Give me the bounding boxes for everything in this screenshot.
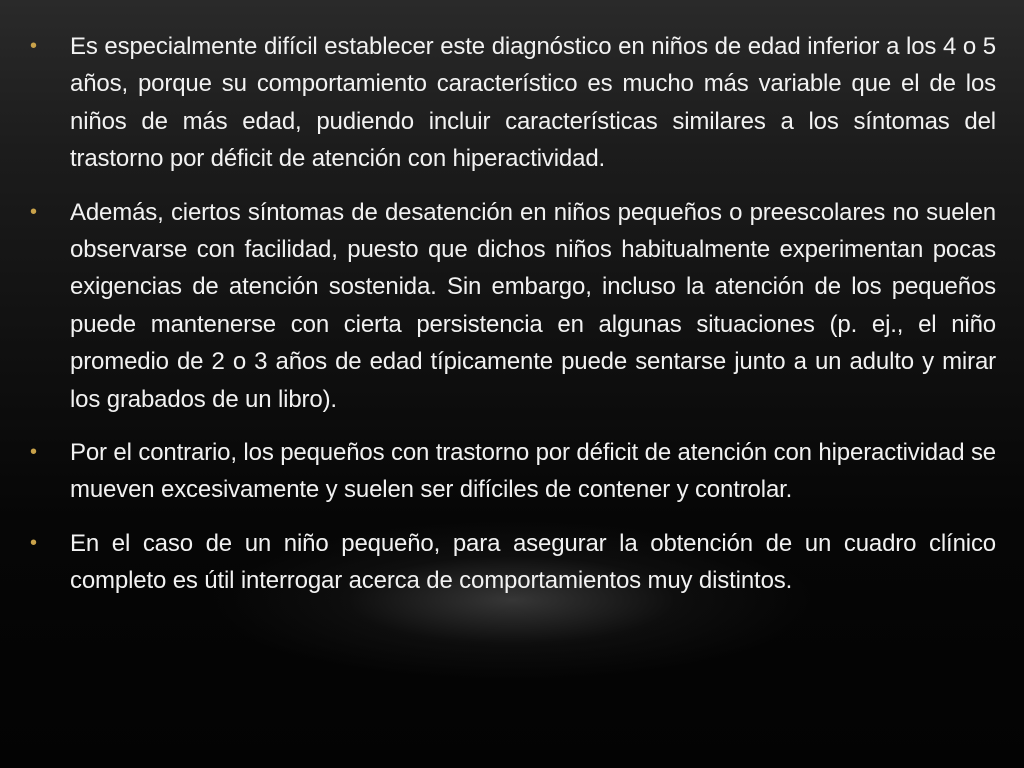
bullet-list [30,28,996,616]
bullet-dot-icon: • [30,200,37,223]
bullet-item [30,525,996,600]
bullet-item [30,194,996,418]
bullet-dot-icon: • [30,441,37,464]
bullet-text: En el caso de un niño pequeño, para asegurar la obtención de un cuadro clínico completo es útil interrogar acerca de comportamientos muy distintos. [70,529,996,595]
bullet-text: Es especialmente difícil establecer este diagnóstico en niños de edad inferior a los 4 o 5 años, porque su comportamiento característico es mucho más variable que el de los niños de más edad, pudiendo incluir características similares a los síntomas del trastorno por déficit de atención con hiperactividad. [70,33,996,173]
bullet-dot-icon: • [30,531,37,554]
bullet-item [30,434,996,509]
bullet-dot-icon: • [30,35,37,57]
bullet-text: Por el contrario, los pequeños con trastorno por déficit de atención con hiperactividad se mueven excesivamente y suelen ser difíciles de contener y controlar. [70,439,996,504]
bullet-item [30,28,996,178]
bullet-text: Además, ciertos síntomas de desatención en niños pequeños o preescolares no suelen observarse con facilidad, puesto que dichos niños habitualmente experimentan pocas exigencias de atención sostenida. Sin embargo, incluso la atención de los pequeños puede mantenerse con cierta persistencia en algunas situaciones (p. ej., el niño promedio de 2 o 3 años de edad típicamente puede sentarse junto a un adulto y mirar los grabados de un libro). [70,198,996,413]
